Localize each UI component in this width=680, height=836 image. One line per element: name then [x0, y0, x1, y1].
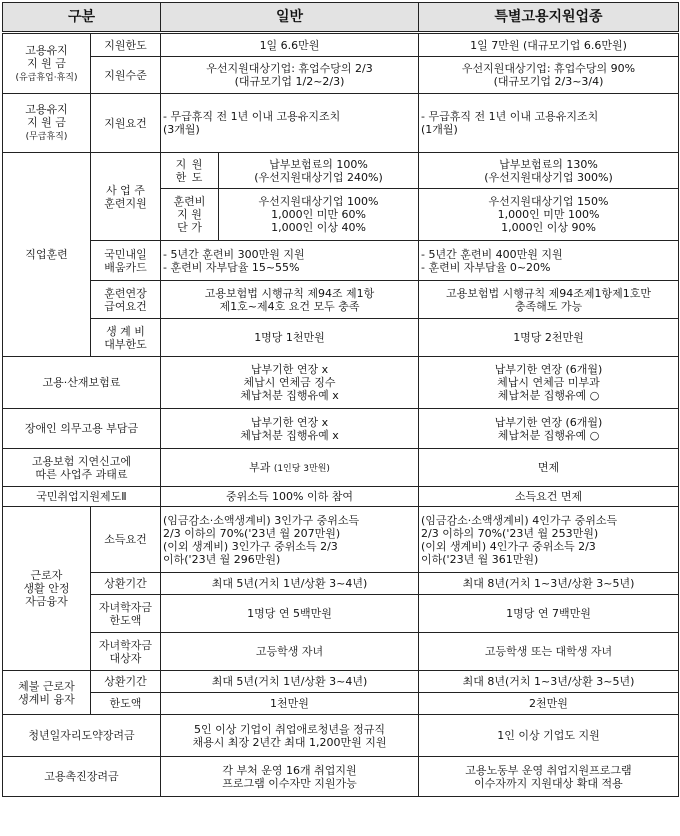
- retention-limit-special: 1일 7만원 (대규모기업 6.6만원): [419, 33, 679, 57]
- retention-limit-label: 지원한도: [91, 33, 161, 57]
- training-ext-special: 고용보험법 시행규칙 제94조제1항제1호만 충족해도 가능: [419, 281, 679, 319]
- training-living-label: 생 계 비 대부한도: [91, 319, 161, 357]
- retention-req-general: - 무급휴직 전 1년 이내 고용유지조치 (3개월): [161, 94, 419, 153]
- disabled-label: 장애인 의무고용 부담금: [3, 409, 161, 449]
- training-cost-label: 훈련비 지 원 단 가: [161, 189, 219, 241]
- training-limit-general: 납부보험료의 100% (우선지원대상기업 240%): [219, 153, 419, 189]
- training-limit-special: 납부보험료의 130% (우선지원대상기업 300%): [419, 153, 679, 189]
- late-report-special: 면제: [419, 449, 679, 487]
- worker-loan-tuition-limit-special: 1명당 연 7백만원: [419, 595, 679, 633]
- training-ext-general: 고용보험법 시행규칙 제94조 제1항 제1호~제4호 요건 모두 충족: [161, 281, 419, 319]
- national-support-label: 국민취업지원제도Ⅱ: [3, 487, 161, 507]
- header-category: 구분: [3, 3, 161, 33]
- retention-level-special: 우선지원대상기업: 휴업수당의 90% (대규모기업 2/3~3/4): [419, 57, 679, 94]
- insurance-general: 납부기한 연장 x 체납시 연체금 징수 체납처분 집행유예 x: [161, 357, 419, 409]
- worker-loan-income-general: (임금감소·소액생계비) 3인가구 중위소득 2/3 이하의 70%('23년 월 207만원) (이외 생계비) 3인가구 중위소득 2/3 이하('23년 월 296만원): [161, 507, 419, 573]
- late-report-general-note: (1인당 3만원): [273, 463, 330, 474]
- youth-label: 청년일자리도약장려금: [3, 715, 161, 757]
- youth-special: 1인 이상 기업도 지원: [419, 715, 679, 757]
- worker-loan-label: 근로자 생활 안정 자금융자: [3, 507, 91, 671]
- training-cost-general: 우선지원대상기업 100% 1,000인 미만 60% 1,000인 이상 40%: [219, 189, 419, 241]
- worker-loan-tuition-target-label: 자녀학자금 대상자: [91, 633, 161, 671]
- training-card-special: - 5년간 훈련비 400만원 지원 - 훈련비 자부담율 0~20%: [419, 241, 679, 281]
- worker-loan-tuition-target-general: 고등학생 자녀: [161, 633, 419, 671]
- worker-loan-income-special: (임금감소·소액생계비) 4인가구 중위소득 2/3 이하의 70%('23년 월 253만원) (이외 생계비) 4인가구 중위소득 2/3 이하('23년 월 361만원): [419, 507, 679, 573]
- arrears-loan-limit-label: 한도액: [91, 693, 161, 715]
- retention-level-label: 지원수준: [91, 57, 161, 94]
- insurance-label: 고용·산재보험료: [3, 357, 161, 409]
- training-limit-label: 지 원 한 도: [161, 153, 219, 189]
- retention-req-special: - 무급휴직 전 1년 이내 고용유지조치 (1개월): [419, 94, 679, 153]
- arrears-loan-repay-special: 최대 8년(거치 1~3년/상환 3~5년): [419, 671, 679, 693]
- worker-loan-repay-special: 최대 8년(거치 1~3년/상환 3~5년): [419, 573, 679, 595]
- training-label: 직업훈련: [3, 153, 91, 357]
- support-comparison-table: [2, 2, 679, 797]
- training-card-label: 국민내일 배움카드: [91, 241, 161, 281]
- retention-level-general: 우선지원대상기업: 휴업수당의 2/3 (대규모기업 1/2~2/3): [161, 57, 419, 94]
- retention-paid-label: [3, 33, 91, 94]
- arrears-loan-label: 체불 근로자 생계비 융자: [3, 671, 91, 715]
- training-living-special: 1명당 2천만원: [419, 319, 679, 357]
- arrears-loan-limit-general: 1천만원: [161, 693, 419, 715]
- worker-loan-repay-general: 최대 5년(거치 1년/상환 3~4년): [161, 573, 419, 595]
- worker-loan-tuition-limit-general: 1명당 연 5백만원: [161, 595, 419, 633]
- disabled-special: 납부기한 연장 (6개월) 체납처분 집행유예 ○: [419, 409, 679, 449]
- promotion-special: 고용노동부 운영 취업지원프로그램 이수자까지 지원대상 확대 적용: [419, 757, 679, 797]
- training-living-general: 1명당 1천만원: [161, 319, 419, 357]
- late-report-label: 고용보험 지연신고에 따른 사업주 과태료: [3, 449, 161, 487]
- arrears-loan-repay-general: 최대 5년(거치 1년/상환 3~4년): [161, 671, 419, 693]
- worker-loan-income-label: 소득요건: [91, 507, 161, 573]
- training-employer-label: 사 업 주 훈련지원: [91, 153, 161, 241]
- arrears-loan-limit-special: 2천만원: [419, 693, 679, 715]
- worker-loan-repay-label: 상환기간: [91, 573, 161, 595]
- arrears-loan-repay-label: 상환기간: [91, 671, 161, 693]
- worker-loan-tuition-limit-label: 자녀학자금 한도액: [91, 595, 161, 633]
- youth-general: 5인 이상 기업이 취업애로청년을 정규직 채용시 최장 2년간 최대 1,200만원 지원: [161, 715, 419, 757]
- header-general: 일반: [161, 3, 419, 33]
- retention-limit-general: 1일 6.6만원: [161, 33, 419, 57]
- promotion-general: 각 부처 운영 16개 취업지원 프로그램 이수자만 지원가능: [161, 757, 419, 797]
- insurance-special: 납부기한 연장 (6개월) 체납시 연체금 미부과 체납처분 집행유예 ○: [419, 357, 679, 409]
- retention-unpaid-title: 고용유지 지 원 금: [25, 103, 68, 129]
- training-ext-label: 훈련연장 급여요건: [91, 281, 161, 319]
- late-report-general: [161, 449, 419, 487]
- header-special: 특별고용지원업종: [419, 3, 679, 33]
- promotion-label: 고용촉진장려금: [3, 757, 161, 797]
- national-support-special: 소득요건 면제: [419, 487, 679, 507]
- late-report-general-text: 부과: [249, 460, 274, 474]
- national-support-general: 중위소득 100% 이하 참여: [161, 487, 419, 507]
- retention-unpaid-note: (무급휴직): [25, 132, 68, 142]
- worker-loan-tuition-target-special: 고등학생 또는 대학생 자녀: [419, 633, 679, 671]
- retention-req-label: 지원요건: [91, 94, 161, 153]
- retention-unpaid-label: [3, 94, 91, 153]
- disabled-general: 납부기한 연장 x 체납처분 집행유예 x: [161, 409, 419, 449]
- retention-paid-note: (유급휴업·휴직): [15, 72, 78, 83]
- training-card-general: - 5년간 훈련비 300만원 지원 - 훈련비 자부담율 15~55%: [161, 241, 419, 281]
- training-cost-special: 우선지원대상기업 150% 1,000인 미만 100% 1,000인 이상 90%: [419, 189, 679, 241]
- retention-paid-title: 고용유지 지 원 금: [25, 43, 68, 70]
